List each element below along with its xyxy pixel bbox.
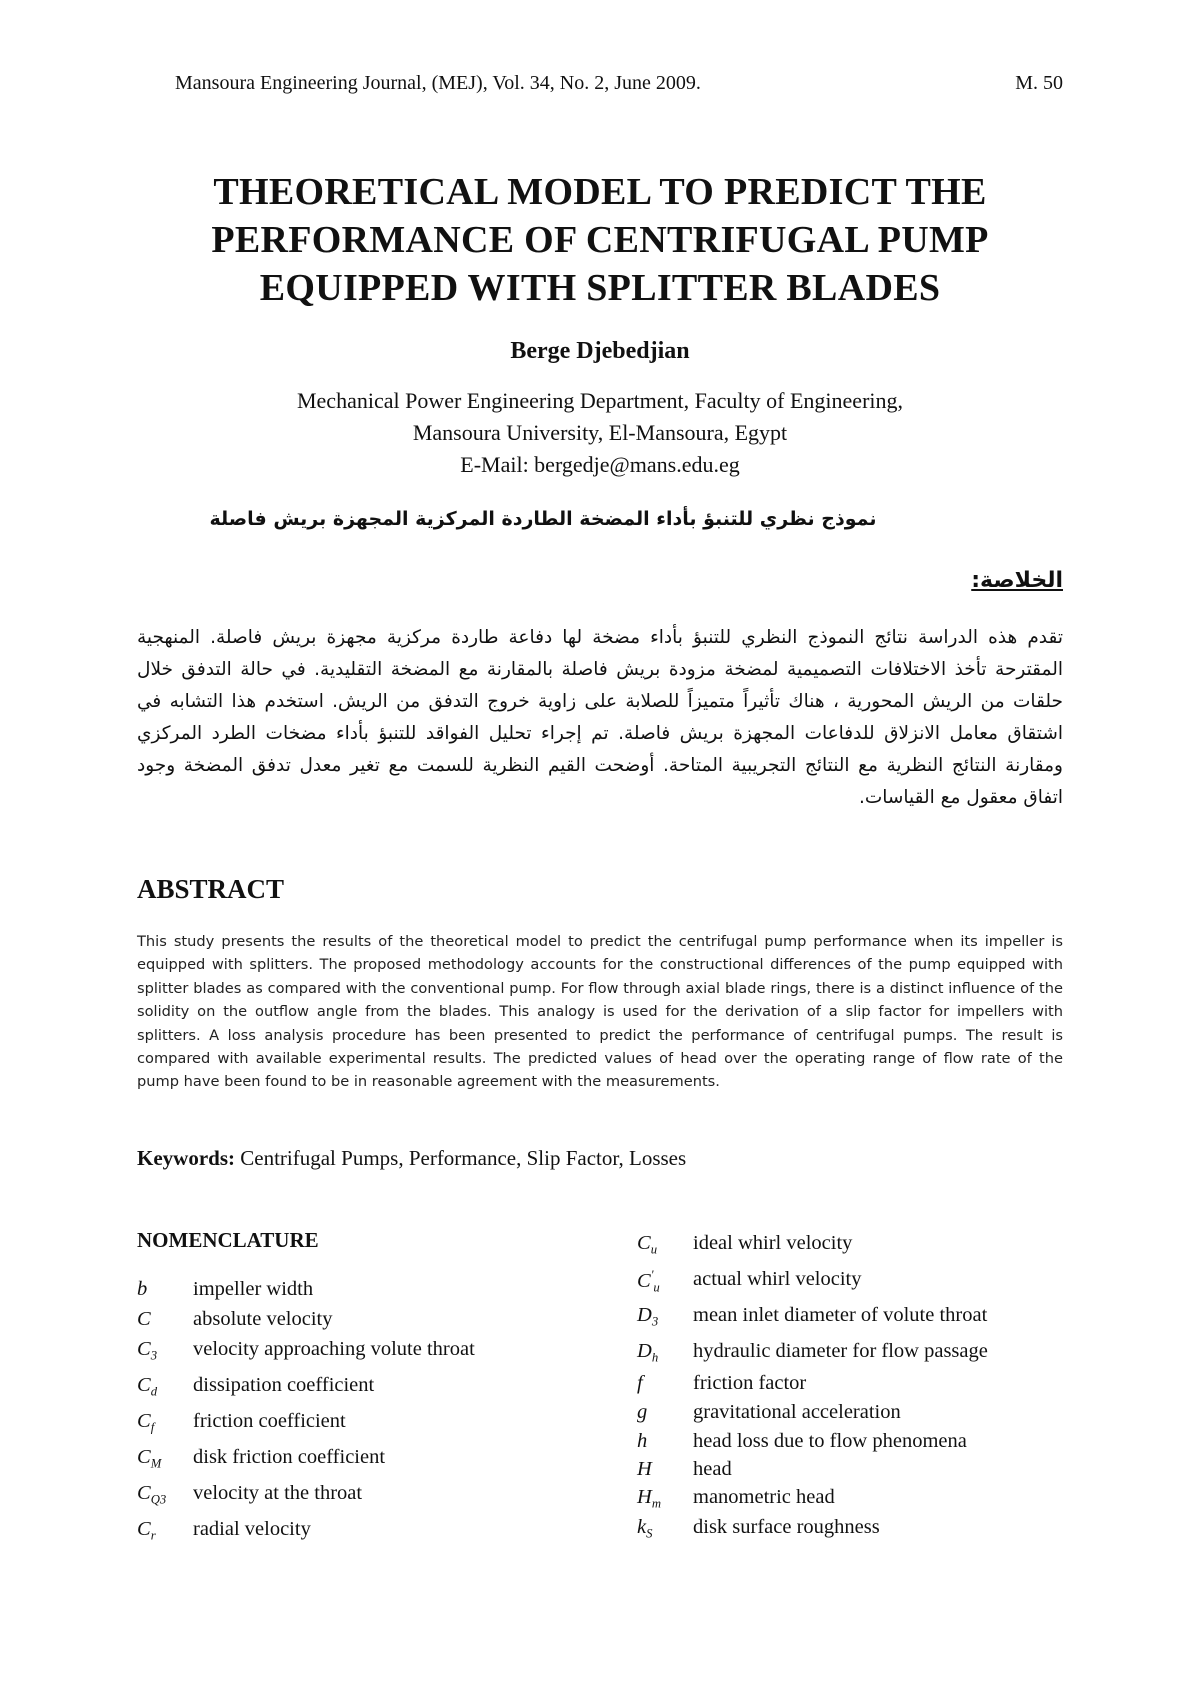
keywords (137, 1146, 686, 1171)
author-name: Berge Djebedjian (510, 338, 690, 364)
nomenclature-column-2 (637, 1232, 1097, 1562)
nomenclature-definition: disk friction coefficient (193, 1446, 386, 1468)
nomenclature-column-1 (137, 1278, 577, 1558)
page-number: M. 50 (1015, 72, 1063, 94)
nomenclature-symbol: $C_3$ (137, 1338, 158, 1363)
nomenclature-heading: NOMENCLATURE (137, 1228, 319, 1252)
arabic-title: نموذج نظري للتنبؤ بأداء المضخة الطاردة المركزية المجهزة بريش فاصلة (209, 508, 877, 530)
nomenclature-definition: mean inlet diameter of volute throat (693, 1304, 988, 1326)
abstract-body: This study presents the results of the theoretical model to predict the centrifugal pump performance when its impeller is equipped with splitters. The proposed methodology accounts for the constructional differences of the pump equipped with splitter blades as compared with the conventional pump. For flow through axial blade rings, there is a distinct influence of the solidity on the outflow angle from the blades. This analogy is used for the derivation of a slip factor for impellers with splitters. A loss analysis procedure has been presented to predict the performance of centrifugal pumps. The result is compared with available experimental results. The predicted values of head over the operating range of flow rate of the pump have been found to be in reasonable agreement with the measurements. (137, 933, 1063, 1091)
nomenclature-definition: actual whirl velocity (693, 1268, 862, 1290)
affiliation-email: E-Mail: bergedje@mans.edu.eg (460, 452, 740, 477)
nomenclature-symbol: $D_h$ (637, 1340, 659, 1365)
nomenclature-definition: dissipation coefficient (193, 1374, 375, 1396)
nomenclature-symbol: $C_f$ (137, 1410, 155, 1435)
nomenclature-symbol: f (637, 1372, 643, 1394)
affiliation-department: Mechanical Power Engineering Department, Faculty of Engineering, (296, 388, 904, 413)
arabic-abstract-heading: الخلاصة: (971, 568, 1063, 593)
nomenclature-symbol: $C_u$ (637, 1232, 658, 1257)
nomenclature-definition: velocity at the throat (193, 1482, 363, 1504)
nomenclature-symbol: h (637, 1430, 648, 1452)
nomenclature-definition: friction coefficient (193, 1410, 346, 1432)
nomenclature-definition: radial velocity (193, 1518, 311, 1540)
nomenclature-definition: head (693, 1458, 732, 1480)
nomenclature-definition: gravitational acceleration (693, 1401, 901, 1423)
nomenclature-definition: hydraulic diameter for flow passage (693, 1340, 988, 1362)
keywords-text: Centrifugal Pumps, Performance, Slip Factor, Losses (235, 1146, 687, 1170)
nomenclature-definition: ideal whirl velocity (693, 1232, 853, 1254)
nomenclature-symbol: $D_3$ (637, 1304, 659, 1329)
affiliation-university: Mansoura University, El-Mansoura, Egypt (412, 420, 788, 445)
nomenclature-symbol: $H_m$ (637, 1486, 661, 1511)
arabic-abstract-body: تقدم هذه الدراسة نتائج النموذج النظري للتنبؤ بأداء مضخة لها دفاعة طاردة مركزية مجهزة بريش فاصلة. المنهجية المقترحة تأخذ الاختلافات التصميمية لمضخة مزودة بريش فاصلة بالمقارنة مع المضخة التقليدية. في حالة التدفق خلال حلقات من الريش المحورية ، هناك تأثيراً متميزاً للصلابة على زاوية خروج التدفق من الريش. استخدم هذا التشابه في اشتقاق معامل الانزلاق للدفاعات المجهزة بريش فاصلة. تم إجراء تحليل الفواقد للتنبؤ بأداء مضخات الطرد المركزي ومقارنة النتائج النظرية مع النتائج التجريبية المتاحة. أوضحت القيم النظرية للسمت مع تغير معدل تدفق المضخة وجود اتفاق معقول مع القياسات. (137, 627, 1063, 808)
nomenclature-symbol: $C'_u$ (637, 1268, 660, 1295)
nomenclature-definition: impeller width (193, 1278, 314, 1300)
paper-title (0, 168, 1200, 312)
nomenclature-definition: manometric head (693, 1486, 835, 1508)
nomenclature-definition: disk surface roughness (693, 1516, 880, 1538)
nomenclature-symbol: $C_M$ (137, 1446, 162, 1471)
nomenclature-symbol: $k_S$ (637, 1516, 653, 1541)
keywords-label: Keywords: (137, 1146, 235, 1170)
nomenclature-definition: velocity approaching volute throat (193, 1338, 475, 1360)
nomenclature-symbol: b (137, 1278, 148, 1300)
nomenclature-symbol: $C_{Q3}$ (137, 1482, 167, 1507)
nomenclature-definition: absolute velocity (193, 1308, 333, 1330)
journal-header: Mansoura Engineering Journal, (MEJ), Vol. 34, No. 2, June 2009. (175, 72, 701, 94)
nomenclature-symbol: C (137, 1308, 151, 1330)
nomenclature-symbol: $C_r$ (137, 1518, 156, 1543)
abstract-heading: ABSTRACT (137, 874, 285, 904)
nomenclature-symbol: g (637, 1401, 648, 1423)
title-line-2: PERFORMANCE OF CENTRIFUGAL PUMP (211, 219, 989, 261)
affiliation (0, 385, 1200, 481)
title-line-3: EQUIPPED WITH SPLITTER BLADES (259, 267, 941, 309)
nomenclature-symbol: H (637, 1458, 652, 1480)
nomenclature-symbol: $C_d$ (137, 1374, 158, 1399)
nomenclature-definition: friction factor (693, 1372, 807, 1394)
nomenclature-definition: head loss due to flow phenomena (693, 1430, 967, 1452)
title-line-1: THEORETICAL MODEL TO PREDICT THE (213, 171, 987, 213)
